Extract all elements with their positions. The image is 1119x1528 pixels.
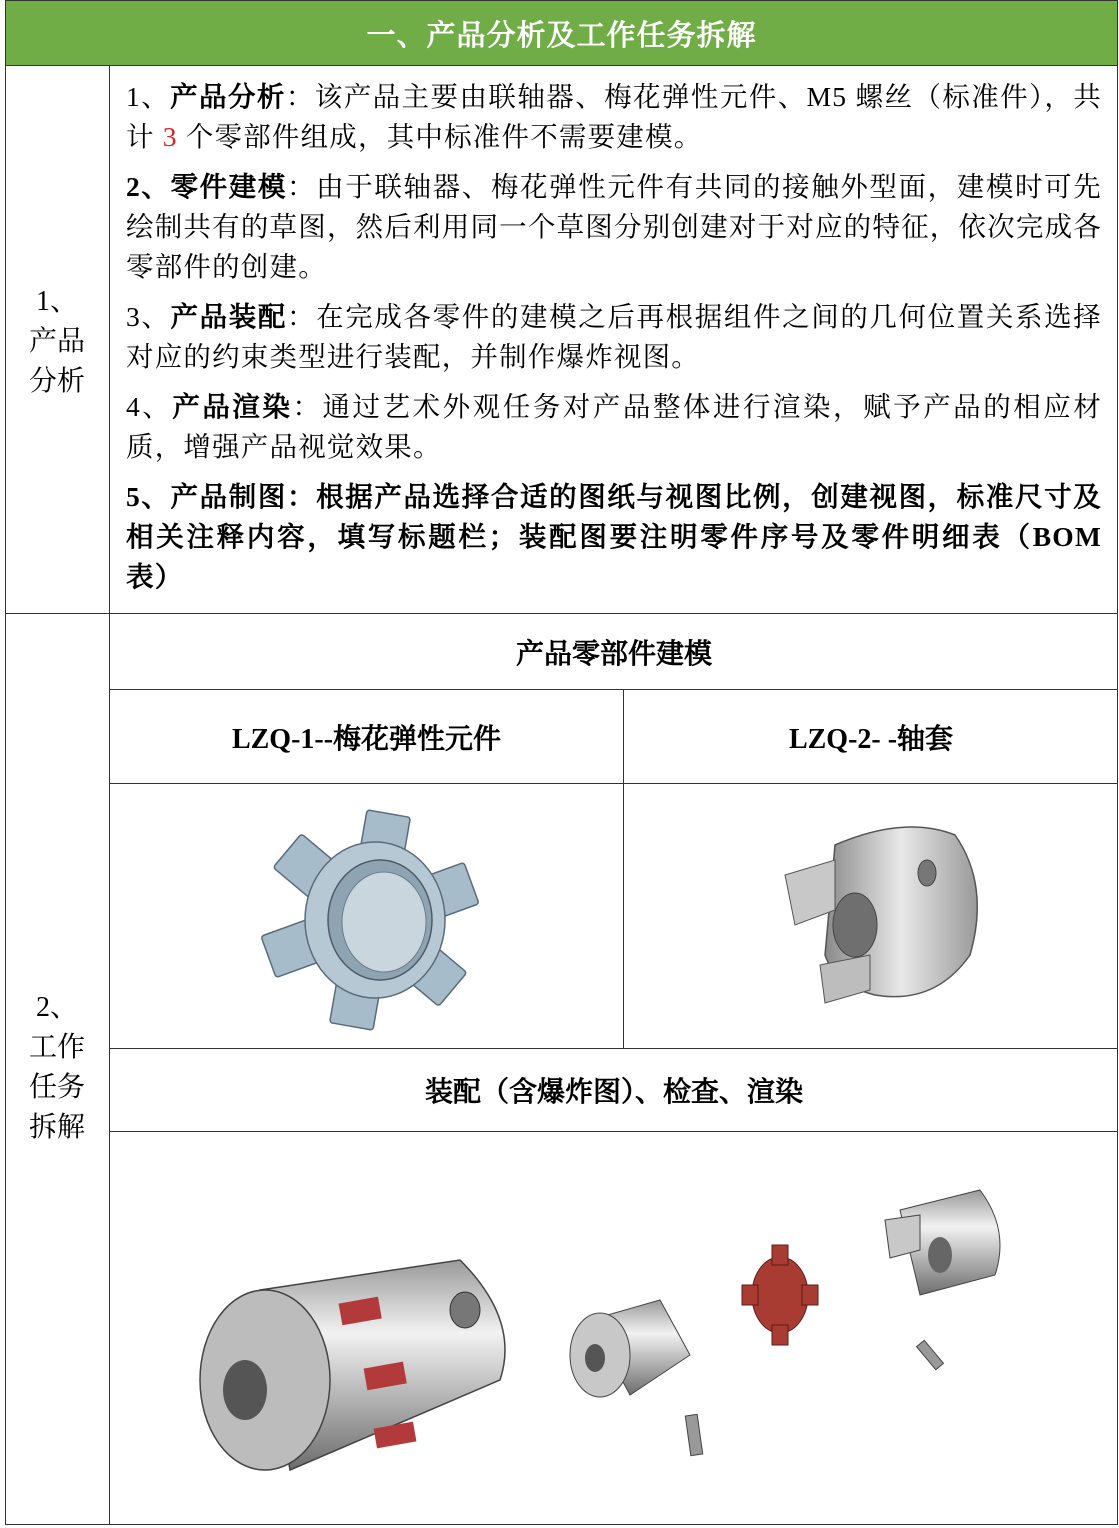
label-line: 1、 bbox=[35, 286, 78, 317]
divider bbox=[109, 1131, 1118, 1132]
item-assembly: 3、产品装配：在完成各零件的建模之后再根据组件之间的几何位置关系选择对应的约束类型进行装配，并制作爆炸视图。 bbox=[126, 301, 1102, 372]
assembly-exploded-image bbox=[190, 1180, 1020, 1480]
part1-label: LZQ-1--梅花弹性元件 bbox=[231, 723, 502, 755]
part-count: 3 bbox=[162, 121, 178, 152]
label-line: 产品 bbox=[28, 326, 85, 357]
item-drawing: 5、产品制图：根据产品选择合适的图纸与视图比例，创建视图，标准尺寸及相关注释内容，填写标题栏；装配图要注明零件序号及零件明细表（BOM 表） bbox=[126, 481, 1102, 592]
section1-content bbox=[126, 77, 1102, 607]
label-line: 任务 bbox=[28, 1072, 85, 1103]
item-rendering: 4、产品渲染：通过艺术外观任务对产品整体进行渲染，赋予产品的相应材质，增强产品视觉效果。 bbox=[126, 391, 1102, 462]
item-product-analysis: 1、产品分析：该产品主要由联轴器、梅花弹性元件、M5 螺丝（标准件），共计 3 个零部件组成，其中标准件不需要建模。 bbox=[126, 81, 1102, 152]
header-title: 一、产品分析及工作任务拆解 bbox=[366, 19, 757, 52]
section2-label bbox=[5, 988, 109, 1148]
label-line: 分析 bbox=[28, 366, 85, 397]
modeling-title: 产品零部件建模 bbox=[515, 638, 712, 670]
section1-label bbox=[5, 282, 109, 402]
label-line: 2、 bbox=[35, 992, 78, 1023]
spider-element-image bbox=[260, 805, 480, 1035]
divider bbox=[109, 65, 110, 1525]
item-part-modeling: 2、零件建模：由于联轴器、梅花弹性元件有共同的接触外型面，建模时可先绘制共有的草图，然后利用同一个草图分别创建对于对应的特征，依次完成各零部件的创建。 bbox=[126, 171, 1102, 282]
hub-image bbox=[775, 815, 985, 1015]
assembly-title: 装配（含爆炸图）、检查、渲染 bbox=[424, 1077, 803, 1108]
divider bbox=[109, 783, 1118, 784]
label-line: 工作 bbox=[28, 1032, 85, 1063]
part2-label: LZQ-2- -轴套 bbox=[788, 723, 954, 755]
label-line: 拆解 bbox=[28, 1112, 85, 1143]
